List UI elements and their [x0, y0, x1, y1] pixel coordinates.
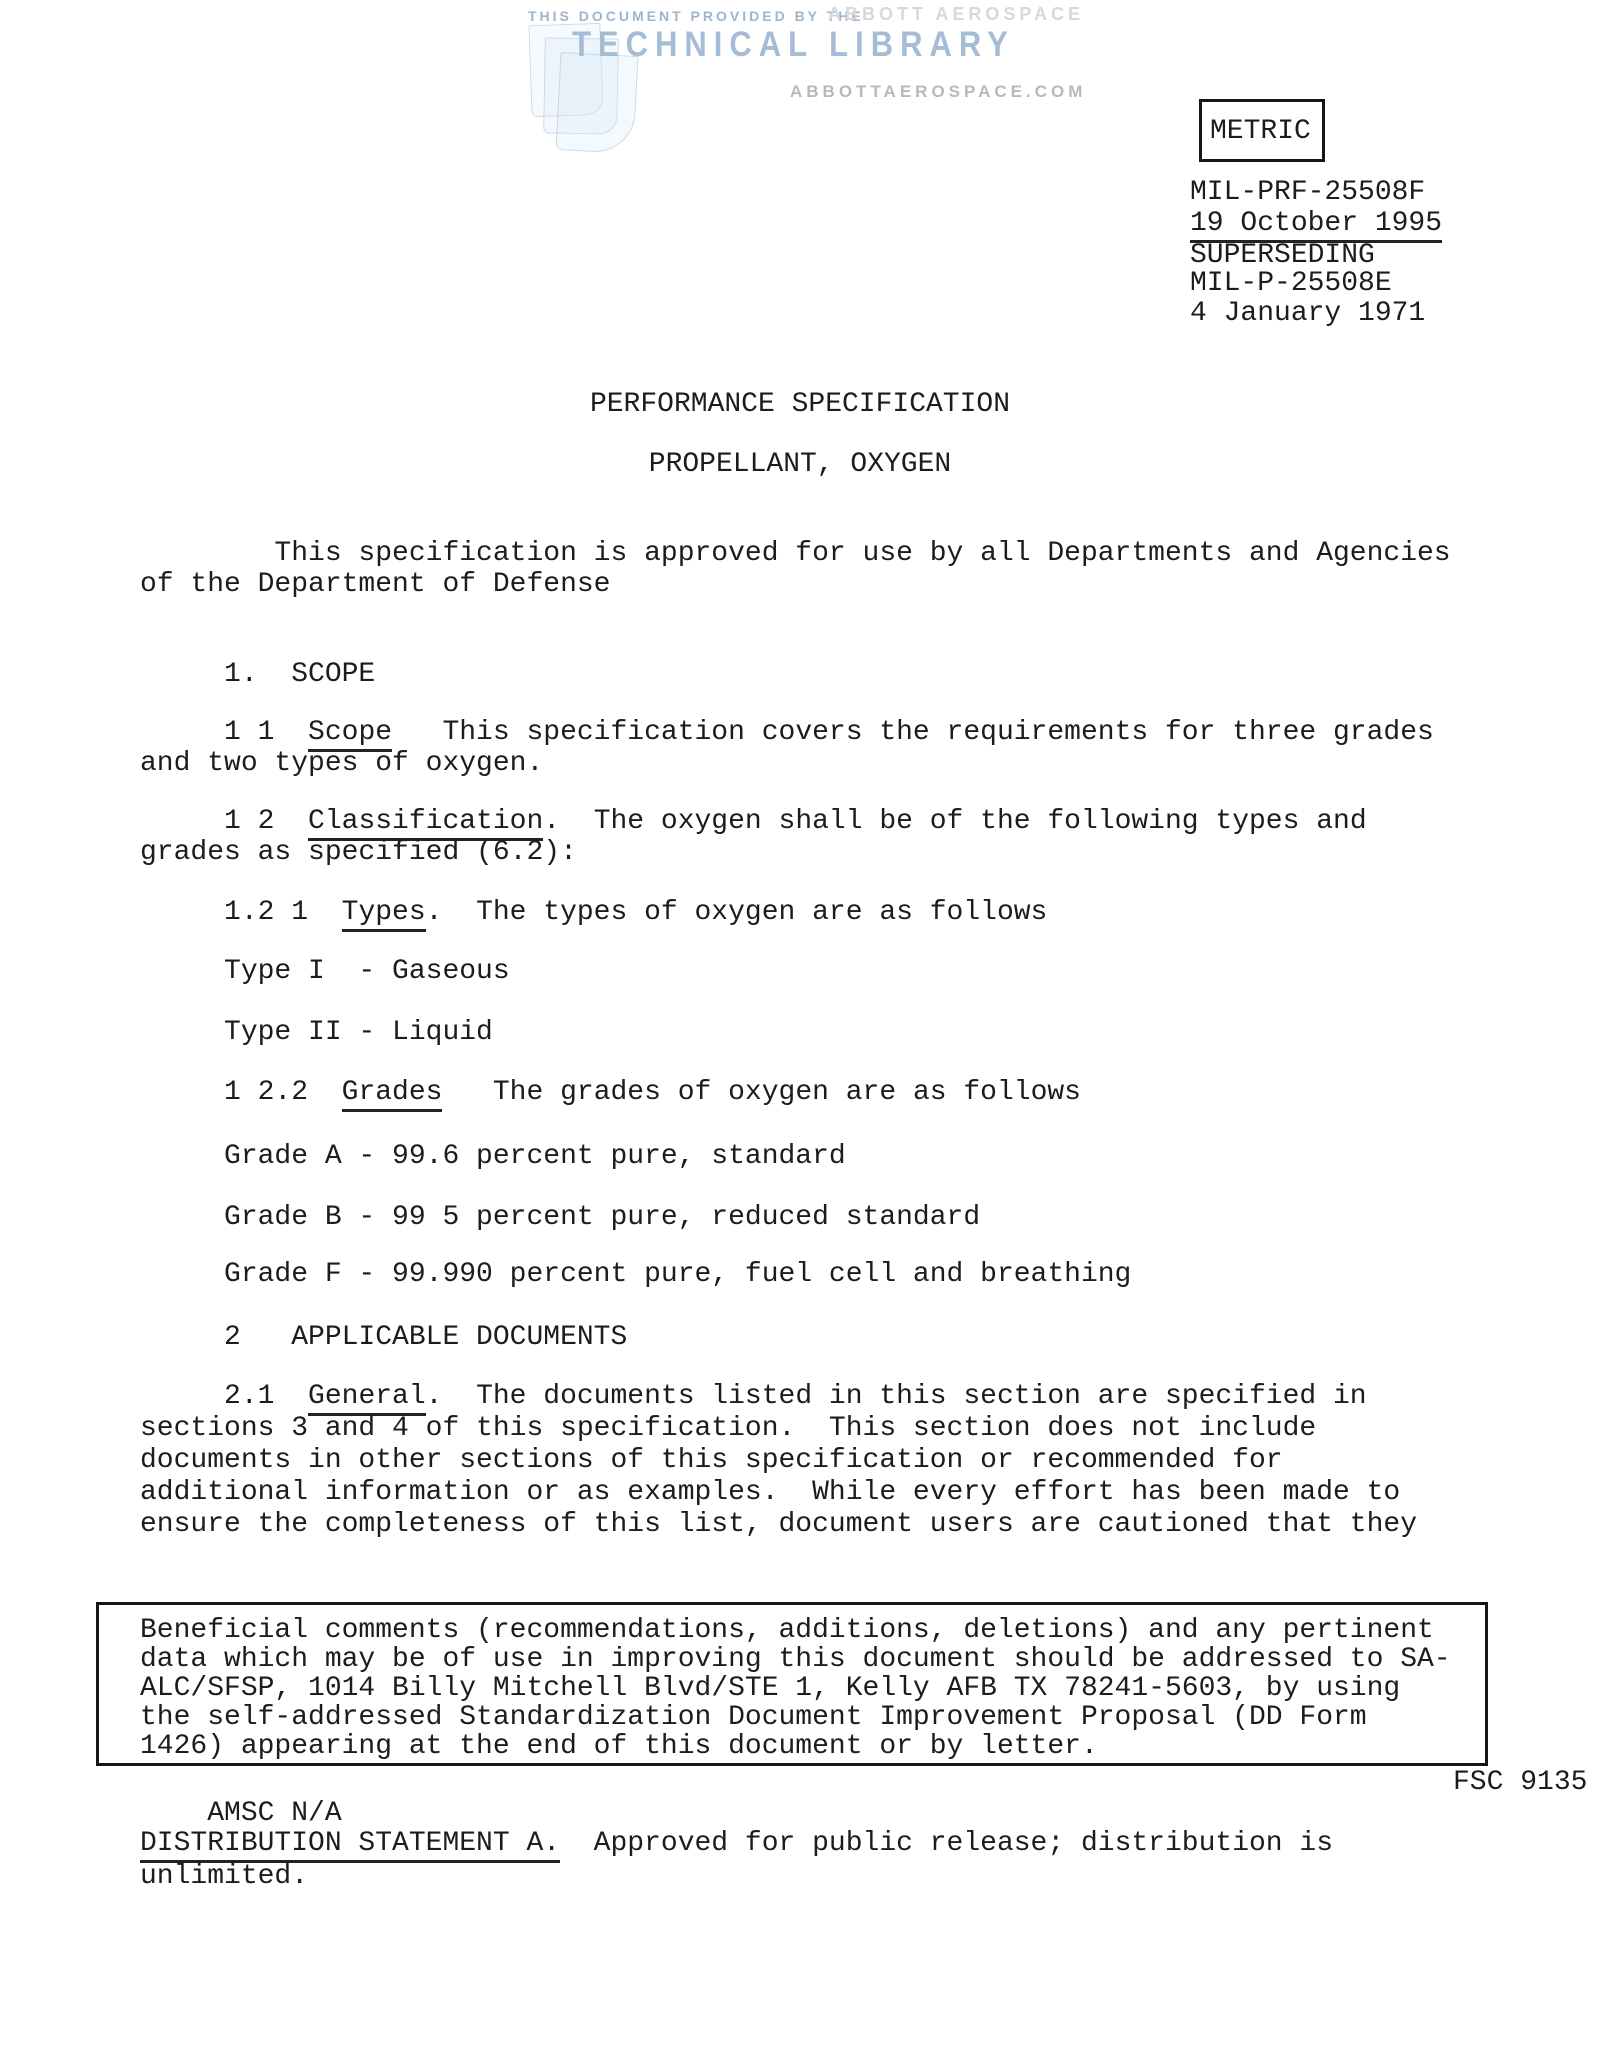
section-1-1-line-1: 1 1 Scope This specification covers the requirements for three grades — [140, 717, 1434, 748]
comment-line-1: Beneficial comments (recommendations, additions, deletions) and any pertinent — [140, 1615, 1434, 1646]
watermark-library: TECHNICAL LIBRARY — [572, 24, 1015, 65]
section-2-1-line-3: documents in other sections of this specification or recommended for — [140, 1445, 1283, 1476]
superseding-label: SUPERSEDING — [1190, 240, 1375, 271]
watermark-provider: ABBOTT AEROSPACE — [828, 4, 1085, 24]
type-1-item: Type I - Gaseous — [140, 956, 510, 987]
spec-subtitle: PROPELLANT, OXYGEN — [648, 449, 952, 480]
distribution-statement-line-1: DISTRIBUTION STATEMENT A. Approved for public release; distribution is — [140, 1828, 1333, 1859]
section-2-1-line-2: sections 3 and 4 of this specification. This section does not include — [140, 1413, 1317, 1444]
section-2-heading: 2 APPLICABLE DOCUMENTS — [140, 1322, 628, 1353]
comment-line-2: data which may be of use in improving this document should be addressed to SA- — [140, 1644, 1451, 1675]
comment-line-4: the self-addressed Standardization Document Improvement Proposal (DD Form — [140, 1702, 1367, 1733]
watermark-site-url: ABBOTTAEROSPACE.COM — [790, 82, 1087, 101]
section-1-1-line-2: and two types of oxygen. — [140, 748, 544, 779]
fsc-number: FSC 9135 — [1453, 1767, 1588, 1798]
doc-id: MIL-PRF-25508F — [1190, 177, 1426, 208]
amsc-number: AMSC N/A — [207, 1798, 342, 1829]
comment-line-3: ALC/SFSP, 1014 Billy Mitchell Blvd/STE 1, Kelly AFB TX 78241-5603, by using — [140, 1673, 1401, 1704]
comment-line-5: 1426) appearing at the end of this document or by letter. — [140, 1731, 1098, 1762]
watermark-tagline: THIS DOCUMENT PROVIDED BY THE — [528, 8, 864, 24]
section-1-2-1-line: 1.2 1 Types. The types of oxygen are as follows — [140, 897, 1047, 928]
approval-line-2: of the Department of Defense — [140, 569, 611, 600]
distribution-statement-line-2: unlimited. — [140, 1861, 309, 1892]
section-2-1-line-1: 2.1 General. The documents listed in this section are specified in — [140, 1381, 1367, 1412]
metric-label: METRIC — [1210, 116, 1311, 147]
section-1-2-line-2: grades as specified (6.2): — [140, 837, 577, 868]
superseded-doc-id: MIL-P-25508E — [1190, 268, 1392, 299]
section-1-heading: 1. SCOPE — [140, 659, 376, 690]
type-2-item: Type II - Liquid — [140, 1017, 493, 1048]
superseded-date: 4 January 1971 — [1190, 298, 1426, 329]
doc-date: 19 October 1995 — [1190, 208, 1442, 239]
section-1-2-line-1: 1 2 Classification. The oxygen shall be of the following types and — [140, 806, 1367, 837]
beneficial-comments-box — [96, 1602, 1488, 1766]
stack-page-icon — [555, 52, 638, 154]
section-2-1-line-4: additional information or as examples. While every effort has been made to — [140, 1477, 1401, 1508]
section-1-2-2-line: 1 2.2 Grades The grades of oxygen are as follows — [140, 1077, 1081, 1108]
section-2-1-line-5: ensure the completeness of this list, document users are cautioned that they — [140, 1509, 1418, 1540]
approval-line-1: This specification is approved for use by all Departments and Agencies — [140, 538, 1451, 569]
grade-a-item: Grade A - 99.6 percent pure, standard — [140, 1141, 846, 1172]
spec-title: PERFORMANCE SPECIFICATION — [589, 389, 1011, 420]
grade-f-item: Grade F - 99.990 percent pure, fuel cell and breathing — [140, 1259, 1132, 1290]
metric-box — [1199, 99, 1325, 162]
grade-b-item: Grade B - 99 5 percent pure, reduced standard — [140, 1202, 981, 1233]
